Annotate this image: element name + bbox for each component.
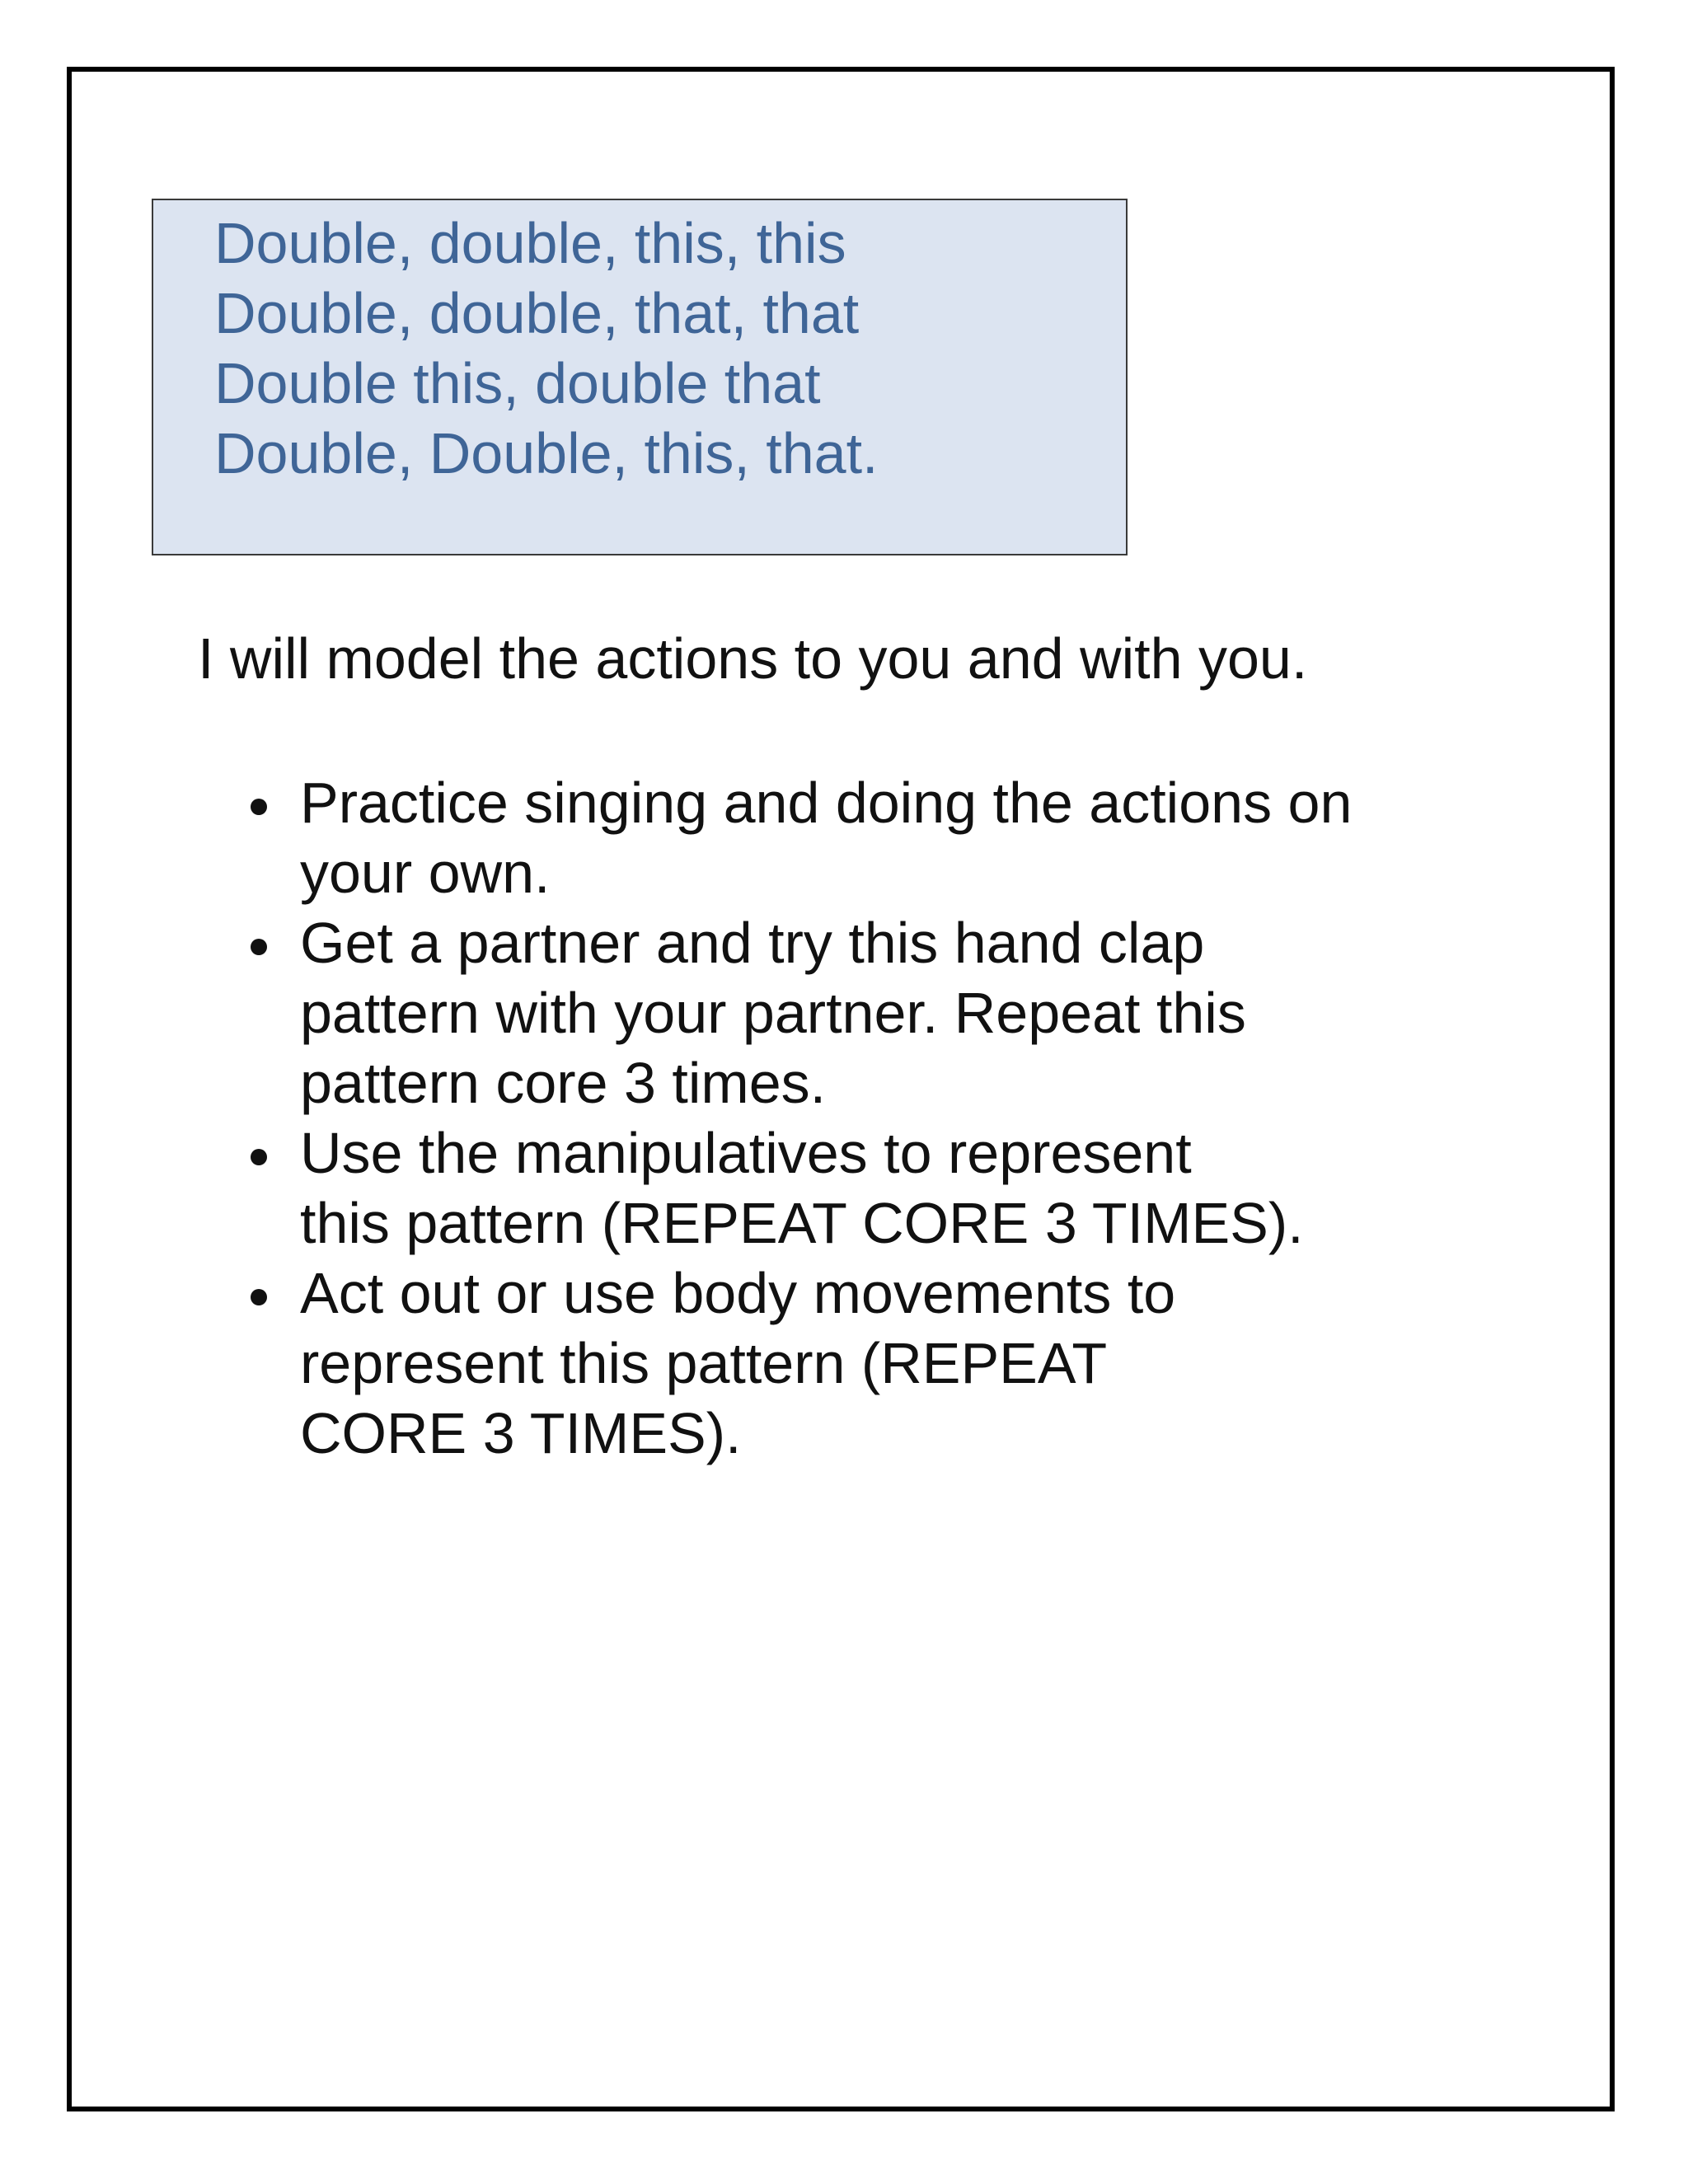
intro-text: I will model the actions to you and with you. — [198, 626, 1308, 691]
step-line: Act out or use body movements to — [300, 1261, 1176, 1325]
step-line: pattern with your partner. Repeat this — [300, 981, 1246, 1045]
steps-list — [247, 768, 1442, 1469]
step-partner — [247, 908, 1442, 1118]
bullet-icon — [251, 939, 267, 955]
bullet-icon — [251, 1289, 267, 1305]
step-line: pattern core 3 times. — [300, 1051, 827, 1115]
chant-line-2: Double, double, that, that — [214, 281, 860, 345]
step-line: CORE 3 TIMES). — [300, 1401, 742, 1465]
step-manipulatives — [247, 1118, 1442, 1258]
chant-line-3: Double this, double that — [214, 351, 821, 415]
bullet-icon — [251, 799, 267, 815]
step-line: Get a partner and try this hand clap — [300, 911, 1205, 975]
step-line: Use the manipulatives to represent — [300, 1121, 1192, 1185]
step-line: this pattern (REPEAT CORE 3 TIMES). — [300, 1191, 1304, 1255]
step-line: Practice singing and doing the actions on — [300, 771, 1353, 835]
chant-box — [152, 199, 1128, 555]
step-line: your own. — [300, 841, 551, 905]
bullet-icon — [251, 1149, 267, 1165]
step-body-movements — [247, 1258, 1442, 1469]
step-line: represent this pattern (REPEAT — [300, 1331, 1108, 1395]
chant-line-4: Double, Double, this, that. — [214, 421, 879, 485]
chant-line-1: Double, double, this, this — [214, 211, 846, 275]
step-practice — [247, 768, 1442, 908]
